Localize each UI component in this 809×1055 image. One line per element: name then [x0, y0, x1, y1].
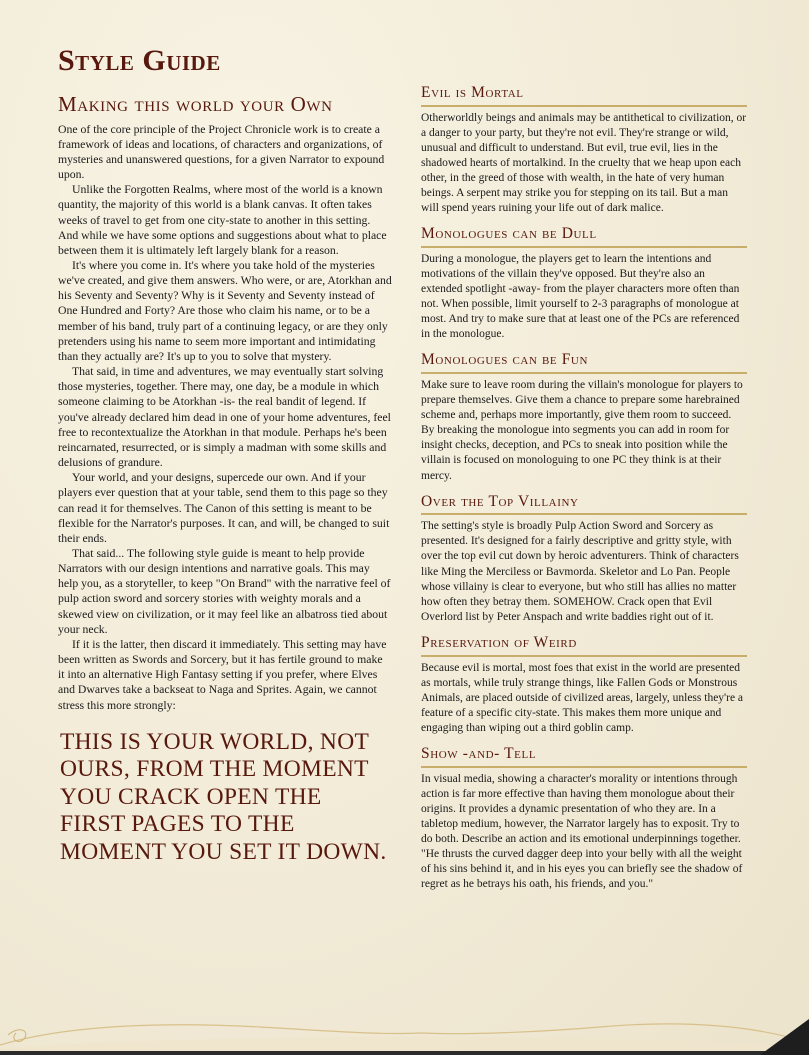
section-evil-is-mortal: [421, 84, 747, 216]
paragraph: One of the core principle of the Project Chronicle work is to create a framework of ideas and locations, of characters and organizations, of mysteries and unanswered questions, for a given Narrator to expound upon.: [58, 122, 385, 182]
paragraph: That said... The following style guide is meant to help provide Narrators with our design intentions and narrative goals. This may help you, as a storyteller, to keep "On Brand" with the narrative feel of pulp action sword and sorcery stories with weighty morals and a skewed view on civilization, or it may feel like an albatross tied about your neck.: [58, 546, 391, 636]
section-text: The setting's style is broadly Pulp Action Sword and Sorcery as presented. It's designed for a fairly descriptive and gritty style, with over the top evil cut down by heroic adventurers. Think of characters like Ming the Merciless or Bavmorda. Skeletor and Lo Pan. People whose villainy is clear to everyone, but who still has allies no matter how often they betray them. SOMEHOW. Crack open that Evil Overlord list by Peter Anspach and write baddies right out of it.: [421, 520, 739, 623]
section-heading: Monologues can be Fun: [421, 351, 747, 374]
right-column: [421, 84, 747, 901]
section-over-the-top-villainy: [421, 493, 747, 625]
page-bottom-edge: [0, 1051, 809, 1055]
footer-swirl: [8, 1030, 26, 1042]
paragraph: If it is the latter, then discard it immediately. This setting may have been written as Swords and Sorcery, but it has fertile ground to make it into an alternative High Fantasy setting if you prefer, where Elves and Dwarves take a backseat to Naga and Sprites. Again, we cannot stress this more strongly:: [58, 637, 387, 712]
callout-quote: THIS IS YOUR WORLD, NOT OURS, FROM THE MOMENT YOU CRACK OPEN THE FIRST PAGES TO THE MOMENT YOU SET IT DOWN.: [60, 728, 387, 865]
section-preservation-of-weird: [421, 634, 747, 736]
page-title: Style Guide: [58, 44, 221, 77]
section-text: In visual media, showing a character's morality or intentions through action is far more effective than having them monologue about their origins. It provides a dynamic presentation of who they are. In a tabletop medium, however, the Narrator largely has to exposit. Try to do both. Describe an action and its emotional underpinnings together. "He thrusts the curved dagger deep into your belly with all the weight of his sins behind it, and in his eyes you can briefly see the shadow of regret as he betrays his oath, his friends, and you.": [421, 772, 743, 891]
footer-ornament: [0, 1005, 809, 1055]
section-monologues-fun: [421, 351, 747, 483]
left-column: [58, 92, 392, 866]
section-heading-making-world: Making this world your Own: [58, 92, 333, 116]
paragraph: Your world, and your designs, supercede our own. And if your players ever question that at your table, send them to this page so they can read it for themselves. The Canon of this setting is meant to be flexible for the Narrator's purposes. It can, and will, be changed to suit their ends.: [58, 471, 390, 545]
section-monologues-dull: [421, 225, 747, 342]
section-heading: Preservation of Weird: [421, 634, 747, 657]
paragraph: Unlike the Forgotten Realms, where most of the world is a known quantity, the majority of this world is a blank canvas. It often takes weeks of travel to get from one city-state to another in this setting. And while we have some options and suggestions about what to place between them it is ultimately left largely blank for a reason.: [58, 183, 387, 257]
section-heading: Over the Top Villainy: [421, 493, 747, 516]
section-text: Otherworldly beings and animals may be antithetical to civilization, or a danger to your party, but they're not evil. They're strange or wild, unusual and difficult to understand. But evil, true evil, lies in the shadowed hearts of mortalkind. In the cruelty that we heap upon each other, in the greed of those with wealth, in the hate of very human beings. A serpent may strike you for stepping on its tail. But a man will spend years ruining your life out of dark malice.: [421, 111, 747, 215]
section-heading: Show -and- Tell: [421, 745, 747, 768]
section-heading: Evil is Mortal: [421, 84, 747, 107]
paragraph: That said, in time and adventures, we may eventually start solving those mysteries, together. There may, one day, be a module in which someone claiming to be Atorkhan -is- the real bandit of legend. If you've already declared him dead in one of your home adventures, feel free to recontextualize the Atorkhan in that module. Perhaps he's been reincarnated, resurrected, or is simply a madman with some skills and delusions of grandure.: [58, 365, 391, 470]
section-text: Because evil is mortal, most foes that exist in the world are presented as mortals, while truly strange things, like Fallen Gods or Monstrous Animals, are placed outside of civilized areas, largely, unless they're a feature of a specific city-state. This makes them more unique and engaging than wiping out a third goblin camp.: [421, 661, 744, 734]
section-text: During a monologue, the players get to learn the intentions and motivations of the villain they've opposed. But they're also an extended spotlight -away- from the player characters more often than not. When possible, limit yourself to 2-3 paragraphs of monologue at most. And try to make sure that at least one of the PCs are referenced in the monologue.: [421, 252, 740, 341]
section-heading: Monologues can be Dull: [421, 225, 747, 248]
section-text: Make sure to leave room during the villain's monologue for players to prepare themselves. Give them a chance to prepare some harebrained scheme and, perhaps more importantly, give them room to succeed. By breaking the monologue into segments you can add in room for insight checks, deception, and PCs to sneak into position while the villain is focused on monologuing to one PC they think is at their mercy.: [421, 379, 743, 482]
section-show-and-tell: [421, 745, 747, 892]
paragraph: It's where you come in. It's where you take hold of the mysteries we've created, and give them answers. Who were, or are, Atorkhan and his Seventy and Seventy? Why is it Seventy and Seventy instead of One Hundred and Forty? Are those who claim his name, or to be a member of his band, truly part of a continuing legacy, or are they only pretenders using his name to seem more important and intimidating than they actually are? It's up to you to solve that mystery.: [58, 259, 392, 363]
